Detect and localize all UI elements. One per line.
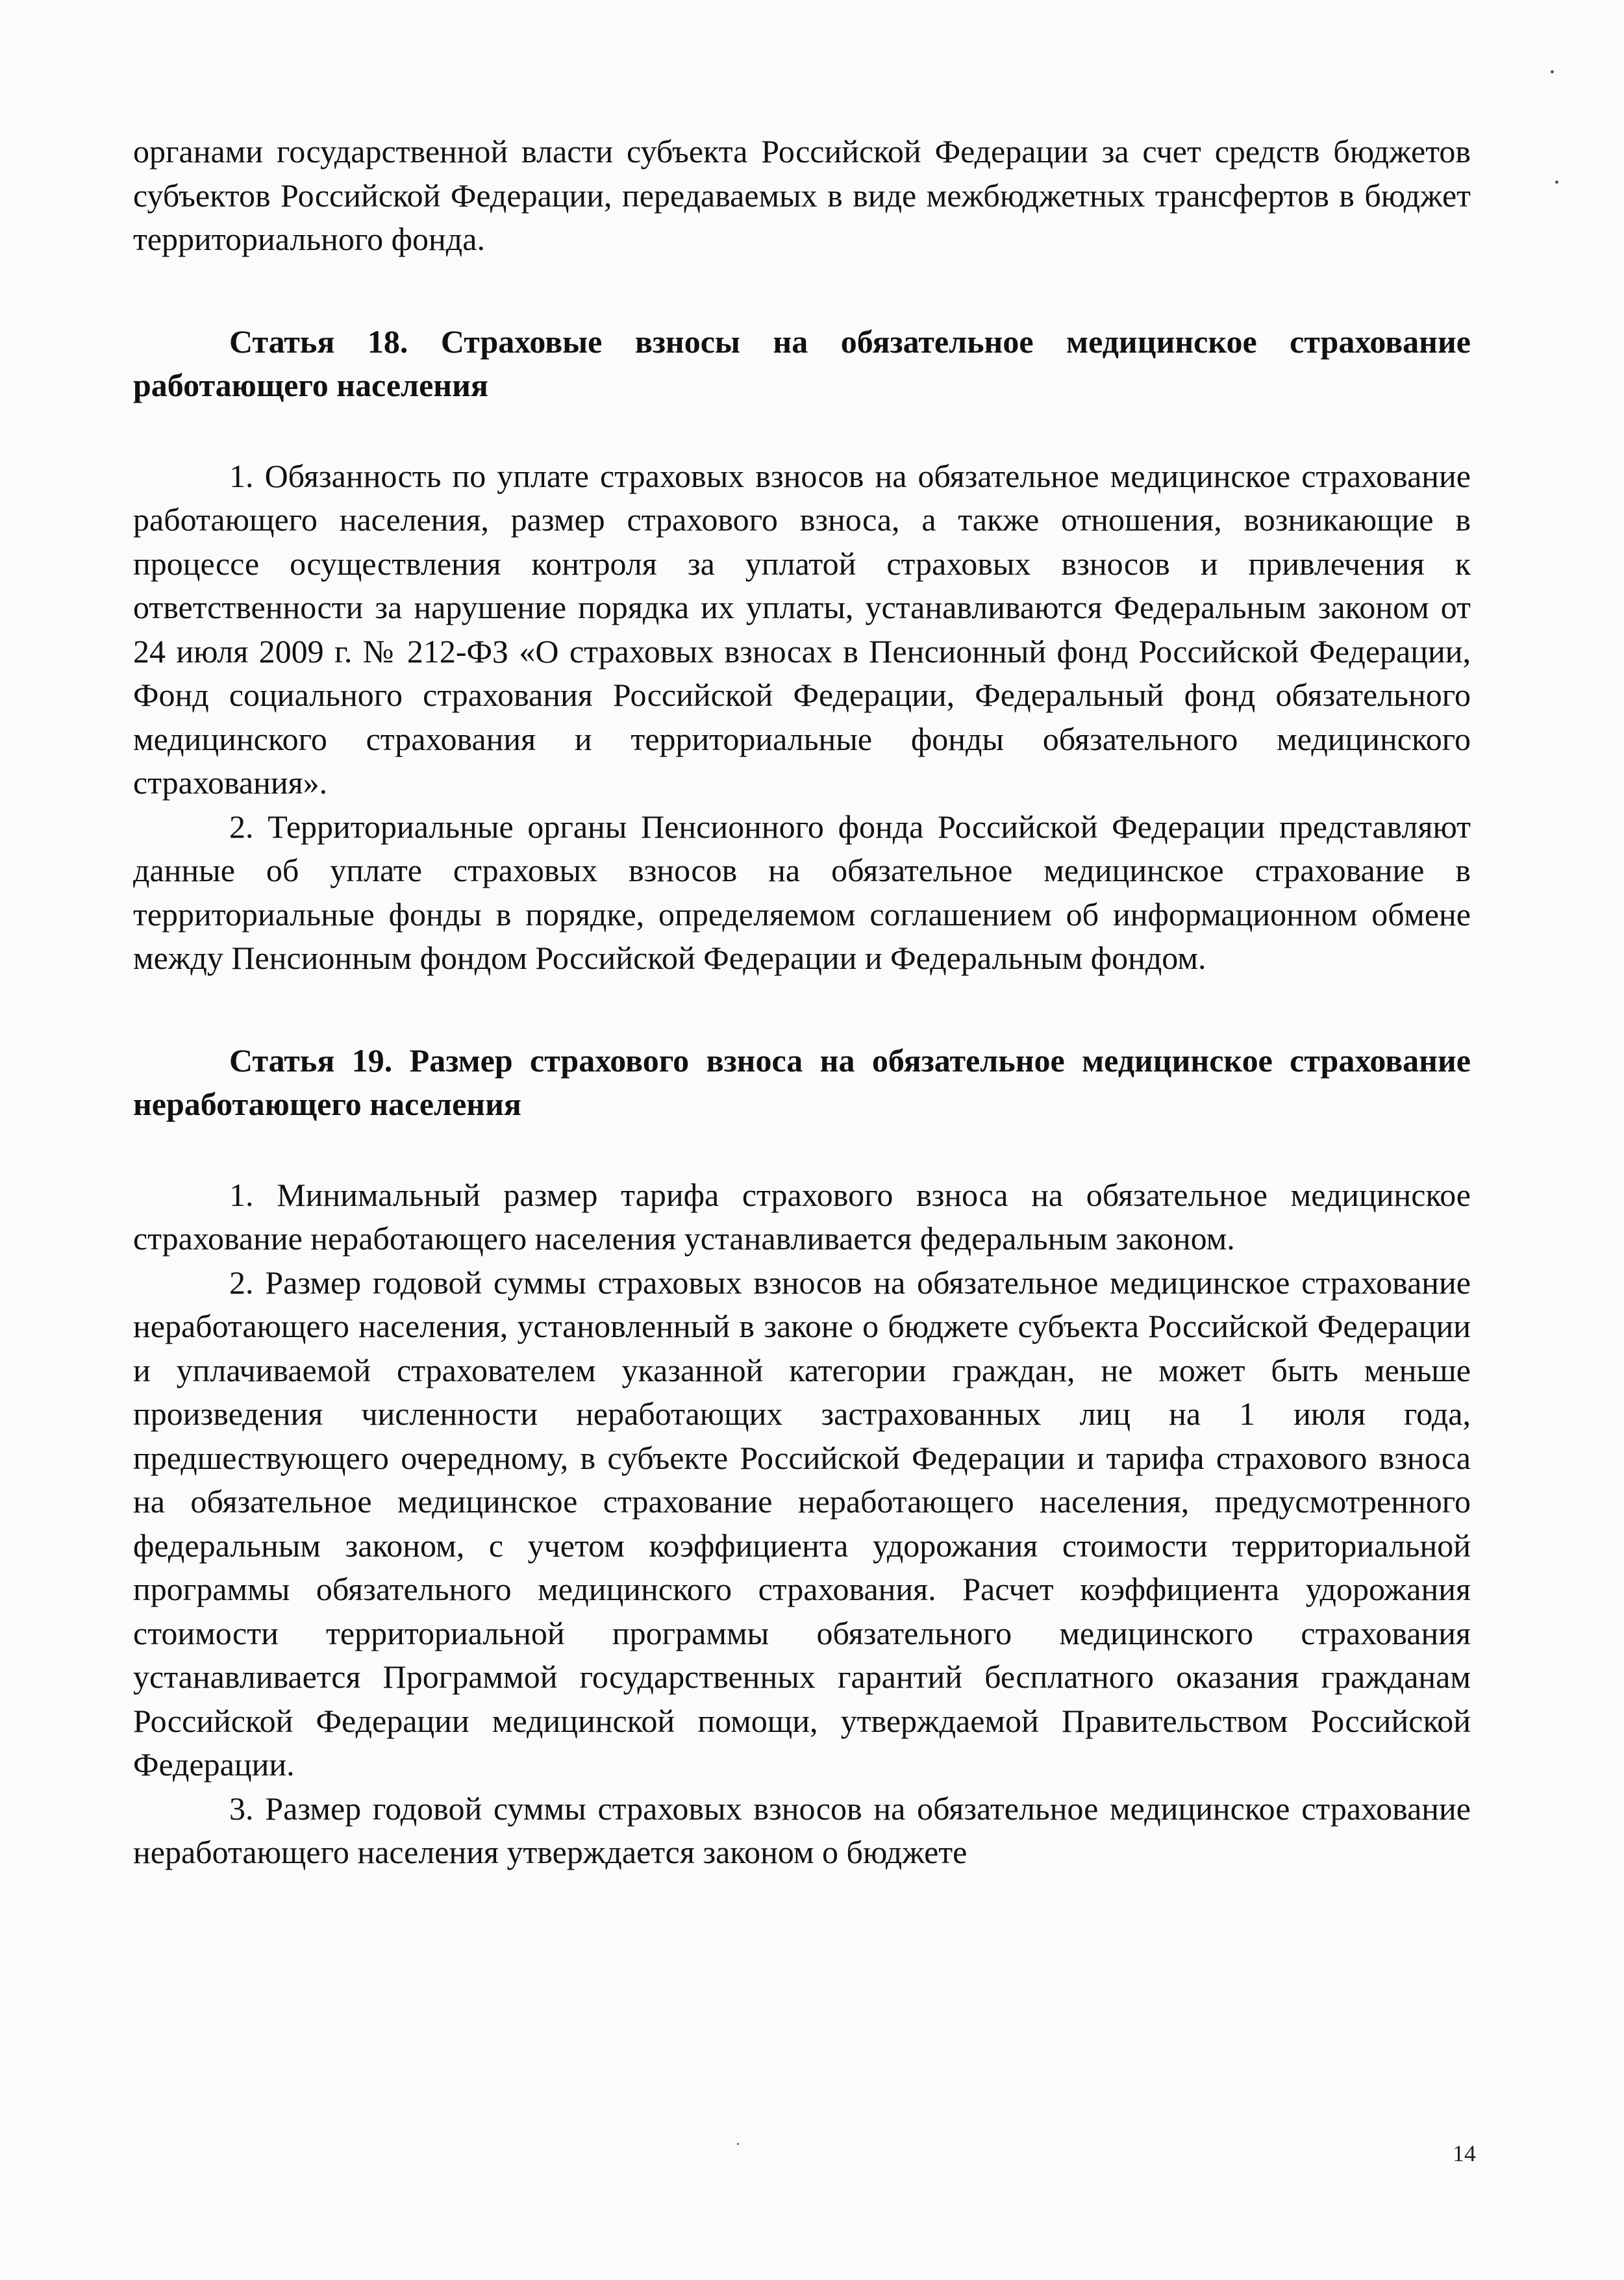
article-19-paragraph-2: 2. Размер годовой суммы страховых взносов на обязательное медицинское страхование неработающего населения, установленный в законе о бюджете субъекта Российской Федерации и уплачиваемой страхователем указанной категории граждан, не может быть меньше произведения численности неработающих застрахованных лиц на 1 июля года, предшествующего очередному, в субъекте Российской Федерации и тарифа страхового взноса на обязательное медицинское страхование неработающего населения, предусмотренного федеральным законом, с учетом коэффициента удорожания стоимости территориальной программы обязательного медицинского страхования. Расчет коэффициента удорожания стоимости территориальной программы обязательного медицинского страхования устанавливается Программой государственных гарантий бесплатного оказания гражданам Российской Федерации медицинской помощи, утверждаемой Правительством Российской Федерации. xyxy=(133,1264,1471,1783)
article-19-paragraph-3: 3. Размер годовой суммы страховых взносов на обязательное медицинское страхование неработающего населения утверждается законом о бюджете xyxy=(133,1790,1471,1870)
document-body xyxy=(133,130,1471,1875)
article-18-paragraph-2: 2. Территориальные органы Пенсионного фонда Российской Федерации представляют данные об уплате страховых взносов на обязательное медицинское страхование в территориальные фонды в порядке, определяемом соглашением об информационном обмене между Пенсионным фондом Российской Федерации и Федеральным фондом. xyxy=(133,808,1471,976)
article-19-paragraph-1: 1. Минимальный размер тарифа страхового взноса на обязательное медицинское страхование неработающего населения устанавливается федеральным законом. xyxy=(133,1176,1471,1257)
article-19-heading: Статья 19. Размер страхового взноса на обязательное медицинское страхование неработающего населения xyxy=(133,1042,1471,1122)
page-number: 14 xyxy=(1453,2140,1476,2166)
scan-speck xyxy=(1555,181,1558,184)
article-18-heading: Статья 18. Страховые взносы на обязательное медицинское страхование работающего населения xyxy=(133,323,1471,403)
scan-speck xyxy=(737,2143,739,2145)
intro-paragraph: органами государственной власти субъекта Российской Федерации за счет средств бюджетов субъектов Российской Федерации, передаваемых в виде межбюджетных трансфертов в бюджет территориального фонда. xyxy=(133,133,1471,257)
scan-speck xyxy=(1551,70,1554,73)
article-18-paragraph-1: 1. Обязанность по уплате страховых взносов на обязательное медицинское страхование работающего населения, размер страхового взноса, а также отношения, возникающие в процессе осуществления контроля за уплатой страховых взносов и привлечения к ответственности за нарушение порядка их уплаты, устанавливаются Федеральным законом от 24 июля 2009 г. № 212-ФЗ «О страховых взносах в Пенсионный фонд Российской Федерации, Фонд социального страхования Российской Федерации, Федеральный фонд обязательного медицинского страхования и территориальные фонды обязательного медицинского страхования». xyxy=(133,457,1471,801)
